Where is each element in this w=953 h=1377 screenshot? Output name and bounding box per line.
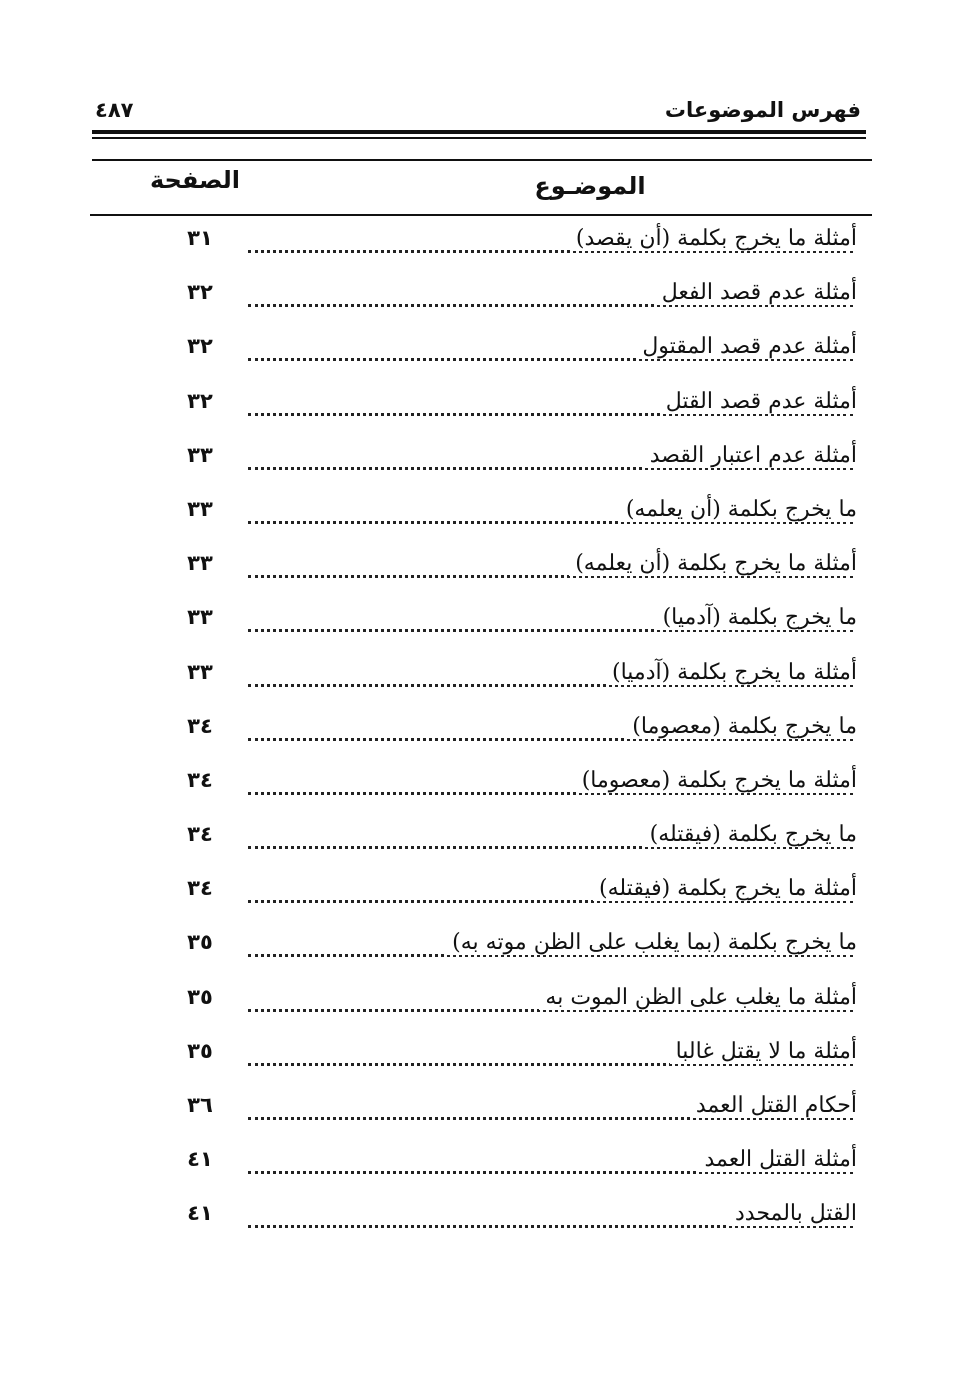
toc-entry <box>0 704 953 758</box>
toc-entry-title: ما يخرج بكلمة (آدميا) <box>657 605 857 630</box>
header-rule-thin <box>92 137 866 139</box>
toc-entry-page: ٣٢ <box>187 334 213 359</box>
toc-entry <box>0 650 953 704</box>
toc-entry <box>0 1083 953 1137</box>
toc-entry <box>0 1137 953 1191</box>
toc-entry-page: ٣٤ <box>187 767 213 792</box>
toc-entry-title: ما يخرج بكلمة (فيقتله) <box>644 822 857 847</box>
toc-entry-page: ٣٤ <box>187 876 213 901</box>
toc-entry <box>0 1029 953 1083</box>
toc-entry <box>0 379 953 433</box>
toc-entry <box>0 758 953 812</box>
toc-entries <box>0 216 953 1246</box>
toc-entry <box>0 487 953 541</box>
toc-entry <box>0 595 953 649</box>
toc-entry <box>0 541 953 595</box>
toc-entry <box>0 324 953 378</box>
column-header-page: الصفحة <box>149 166 240 194</box>
toc-entry <box>0 866 953 920</box>
toc-entry <box>0 270 953 324</box>
toc-entry-title: أحكام القتل العمد <box>690 1093 857 1118</box>
toc-entry-title: ما يخرج بكلمة (أن يعلمه) <box>620 497 857 522</box>
toc-entry-title: أمثلة عدم قصد القتل <box>660 389 857 414</box>
toc-entry <box>0 1191 953 1245</box>
toc-entry-title: أمثلة عدم اعتبار القصد <box>644 443 857 468</box>
toc-entry-page: ٣٤ <box>187 713 213 738</box>
toc-entry-title: أمثلة عدم قصد الفعل <box>656 280 857 305</box>
toc-entry-title: ما يخرج بكلمة (بما يغلب على الظن موته به) <box>446 930 857 955</box>
toc-entry <box>0 216 953 270</box>
toc-entry-title: ما يخرج بكلمة (معصوما) <box>626 714 857 739</box>
toc-entry-page: ٣٣ <box>187 605 213 630</box>
toc-entry-page: ٣٢ <box>187 280 213 305</box>
toc-entry-title: أمثلة عدم قصد المقتول <box>636 334 857 359</box>
toc-entry-title: أمثلة ما لا يقتل غالبا <box>670 1039 857 1064</box>
toc-entry-title: أمثلة القتل العمد <box>698 1147 857 1172</box>
toc-entry-page: ٣٥ <box>187 984 213 1009</box>
toc-entry <box>0 920 953 974</box>
header-rule-thick <box>92 130 866 134</box>
toc-entry-page: ٣٣ <box>187 659 213 684</box>
toc-entry-page: ٤١ <box>187 1147 213 1172</box>
toc-entry <box>0 433 953 487</box>
toc-entry <box>0 812 953 866</box>
toc-entry-page: ٣٥ <box>187 930 213 955</box>
toc-entry-page: ٣١ <box>187 226 213 250</box>
running-header-title: فهرس الموضوعات <box>664 98 861 122</box>
toc-entry-title: أمثلة ما يغلب على الظن الموت به <box>539 985 857 1010</box>
toc-entry-title: أمثلة ما يخرج بكلمة (أن يعلمه) <box>569 551 857 576</box>
toc-entry-page: ٣٣ <box>187 551 213 576</box>
toc-entry-title: القتل بالمحدد <box>729 1201 857 1226</box>
toc-entry-page: ٣٤ <box>187 822 213 847</box>
toc-entry-page: ٣٣ <box>187 442 213 467</box>
toc-entry-page: ٣٣ <box>187 496 213 521</box>
toc-entry-title: أمثلة ما يخرج بكلمة (فيقتله) <box>593 876 857 901</box>
table-top-rule <box>92 159 872 161</box>
toc-entry <box>0 975 953 1029</box>
toc-entry-title: أمثلة ما يخرج بكلمة (آدميا) <box>606 660 857 685</box>
toc-entry-title: أمثلة ما يخرج بكلمة (معصوما) <box>576 768 857 793</box>
toc-entry-title: أمثلة ما يخرج بكلمة (أن يقصد) <box>570 226 857 251</box>
running-header-page-number: ٤٨٧ <box>95 98 134 122</box>
toc-entry-page: ٣٥ <box>187 1038 213 1063</box>
toc-entry-page: ٤١ <box>187 1201 213 1226</box>
toc-entry-page: ٣٦ <box>187 1093 213 1117</box>
column-header-topic: الموضـوع <box>534 172 646 200</box>
toc-entry-page: ٣٢ <box>187 388 213 413</box>
